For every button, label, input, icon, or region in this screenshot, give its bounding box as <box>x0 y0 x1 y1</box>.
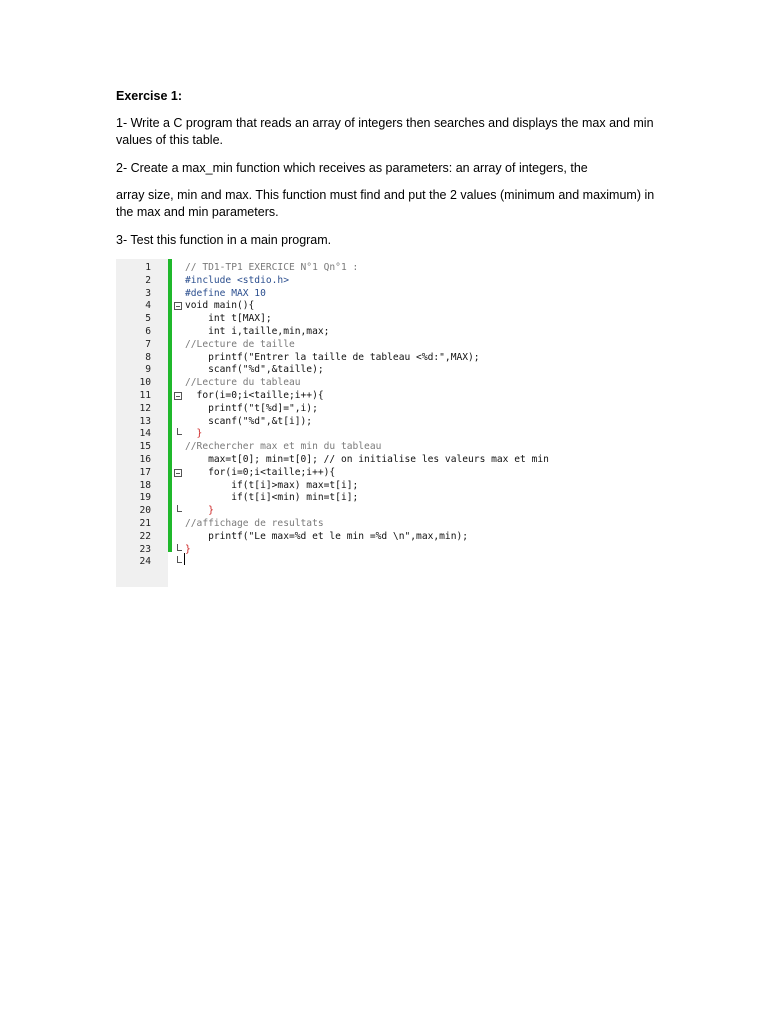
code-text: printf("Entrer la taille de tableau <%d:",MAX); <box>185 351 480 363</box>
line-number: 3 <box>145 287 151 299</box>
fold-end-icon <box>177 556 182 563</box>
line-number: 7 <box>145 338 151 350</box>
code-text: int t[MAX]; <box>185 313 272 325</box>
line-number: 9 <box>145 364 151 376</box>
code-text: //Lecture du tableau <box>185 377 301 389</box>
line-number: 13 <box>139 415 151 427</box>
line-number: 6 <box>145 325 151 337</box>
code-text: #define MAX 10 <box>185 287 266 299</box>
fold-toggle-icon[interactable] <box>174 302 182 310</box>
fold-toggle-icon[interactable] <box>174 469 182 477</box>
line-number: 14 <box>139 428 151 440</box>
line-number: 18 <box>139 479 151 491</box>
fold-end-icon <box>177 505 182 512</box>
line-number: 8 <box>145 351 151 363</box>
code-text: } <box>185 428 203 440</box>
line-number: 20 <box>139 505 151 517</box>
code-text: for(i=0;i<taille;i++){ <box>185 466 336 478</box>
code-text: printf("t[%d]=",i); <box>185 402 318 414</box>
change-bar <box>168 259 172 552</box>
line-number: 19 <box>139 492 151 504</box>
question-2-continued: array size, min and max. This function must find and put the 2 values (minimum and maximum) in the max and min parameters. <box>116 188 655 219</box>
code-text: //Lecture de taille <box>185 338 295 350</box>
line-number: 12 <box>139 402 151 414</box>
fold-toggle-icon[interactable] <box>174 392 182 400</box>
line-number: 11 <box>139 389 151 401</box>
code-text: #include <stdio.h> <box>185 274 289 286</box>
line-number: 1 <box>145 262 151 273</box>
code-text: printf("Le max=%d et le min =%d \n",max,min); <box>185 530 469 542</box>
code-text: max=t[0]; min=t[0]; // on initialise les valeurs max et min <box>185 453 549 465</box>
question-3: 3- Test this function in a main program. <box>116 233 332 247</box>
line-number: 21 <box>139 517 151 529</box>
code-text: if(t[i]<min) min=t[i]; <box>185 492 359 504</box>
code-text: if(t[i]>max) max=t[i]; <box>185 479 359 491</box>
code-text: //Rechercher max et min du tableau <box>185 441 382 453</box>
line-number: 22 <box>139 530 151 542</box>
line-number: 4 <box>145 300 151 312</box>
code-text: scanf("%d",&taille); <box>185 364 324 376</box>
code-text: for(i=0;i<taille;i++){ <box>185 389 324 401</box>
line-number: 16 <box>139 453 151 465</box>
code-text: // TD1-TP1 EXERCICE N°1 Qn°1 : <box>185 262 359 273</box>
code-screenshot <box>116 259 616 589</box>
line-number: 17 <box>139 466 151 478</box>
line-number: 15 <box>139 441 151 453</box>
line-number: 2 <box>145 274 151 286</box>
line-number: 5 <box>145 313 151 325</box>
code-text: scanf("%d",&t[i]); <box>185 415 313 427</box>
code-text: void main(){ <box>185 300 255 312</box>
code-text: } <box>185 505 214 517</box>
code-text: } <box>185 543 191 555</box>
question-2: 2- Create a max_min function which receives as parameters: an array of integers, the <box>116 161 588 175</box>
line-number: 10 <box>139 377 151 389</box>
fold-end-icon <box>177 428 182 435</box>
exercise-title: Exercise 1: <box>116 89 183 103</box>
line-number: 23 <box>139 543 151 555</box>
text-caret <box>184 553 185 565</box>
line-number: 24 <box>139 556 151 568</box>
code-text: //affichage de resultats <box>185 517 324 529</box>
question-1: 1- Write a C program that reads an array of integers then searches and displays the max and min values of this table. <box>116 116 654 147</box>
fold-end-icon <box>177 544 182 551</box>
code-text: int i,taille,min,max; <box>185 325 330 337</box>
